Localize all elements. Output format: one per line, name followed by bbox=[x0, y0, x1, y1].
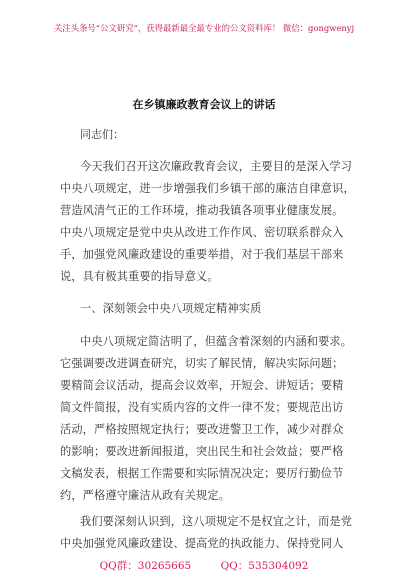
paragraph-line: 活动，严格按照规定执行；要改进警卫工作，减少对群众 bbox=[60, 423, 344, 436]
footer-contacts bbox=[0, 558, 408, 573]
paragraph-line: 中央八项规定是党中央从改进工作作风、密切联系群众入 bbox=[60, 226, 344, 239]
paragraph-line: 营造风清气正的工作环境，推动我镇各项事业健康发展。 bbox=[60, 204, 344, 217]
header-banner: 关注头条号“公文研究”，获得最新最全最专业的公文资料库！ 微信：gongwenyj bbox=[53, 23, 355, 33]
paragraph-line: 中央八项规定简洁明了，但蕴含着深刻的内涵和要求。 bbox=[80, 335, 353, 348]
paragraph-line: 中央八项规定，进一步增强我们乡镇干部的廉洁自律意识， bbox=[60, 182, 355, 195]
paragraph-line: 说，具有极其重要的指导意义。 bbox=[60, 270, 219, 283]
paragraph-line: 它强调要改进调查研究，切实了解民情，解决实际问题； bbox=[60, 357, 344, 370]
salutation: 同志们： bbox=[80, 128, 124, 141]
section-heading: 一、深刻领会中央八项规定精神实质 bbox=[80, 302, 262, 315]
footer-qq: QQ：535304092 bbox=[220, 560, 309, 572]
paragraph-line: 简文件简报，没有实质内容的文件一律不发；要规范出访 bbox=[60, 401, 344, 414]
paragraph-line: 中央加强党风廉政建设、提高党的执政能力、保持党同人 bbox=[60, 537, 344, 550]
paragraph-line: 要精简会议活动，提高会议效率，开短会、讲短话；要精 bbox=[60, 379, 344, 392]
paragraph-line: 今天我们召开这次廉政教育会议，主要目的是深入学习 bbox=[80, 160, 353, 173]
paragraph-line: 手，加强党风廉政建设的重要举措，对于我们基层干部来 bbox=[60, 248, 344, 261]
paragraph-line: 文稿发表，根据工作需要和实际情况决定；要厉行勤俭节 bbox=[60, 467, 344, 480]
paragraph-line: 的影响；要改进新闻报道，突出民生和社会效益；要严格 bbox=[60, 445, 344, 458]
paragraph-line: 约，严格遵守廉洁从政有关规定。 bbox=[60, 489, 231, 502]
footer-qq-group: QQ群：30265665 bbox=[99, 560, 192, 572]
document-title: 在乡镇廉政教育会议上的讲话 bbox=[132, 98, 276, 111]
paragraph-line: 我们要深刻认识到，这八项规定不是权宜之计，而是党 bbox=[80, 515, 353, 528]
